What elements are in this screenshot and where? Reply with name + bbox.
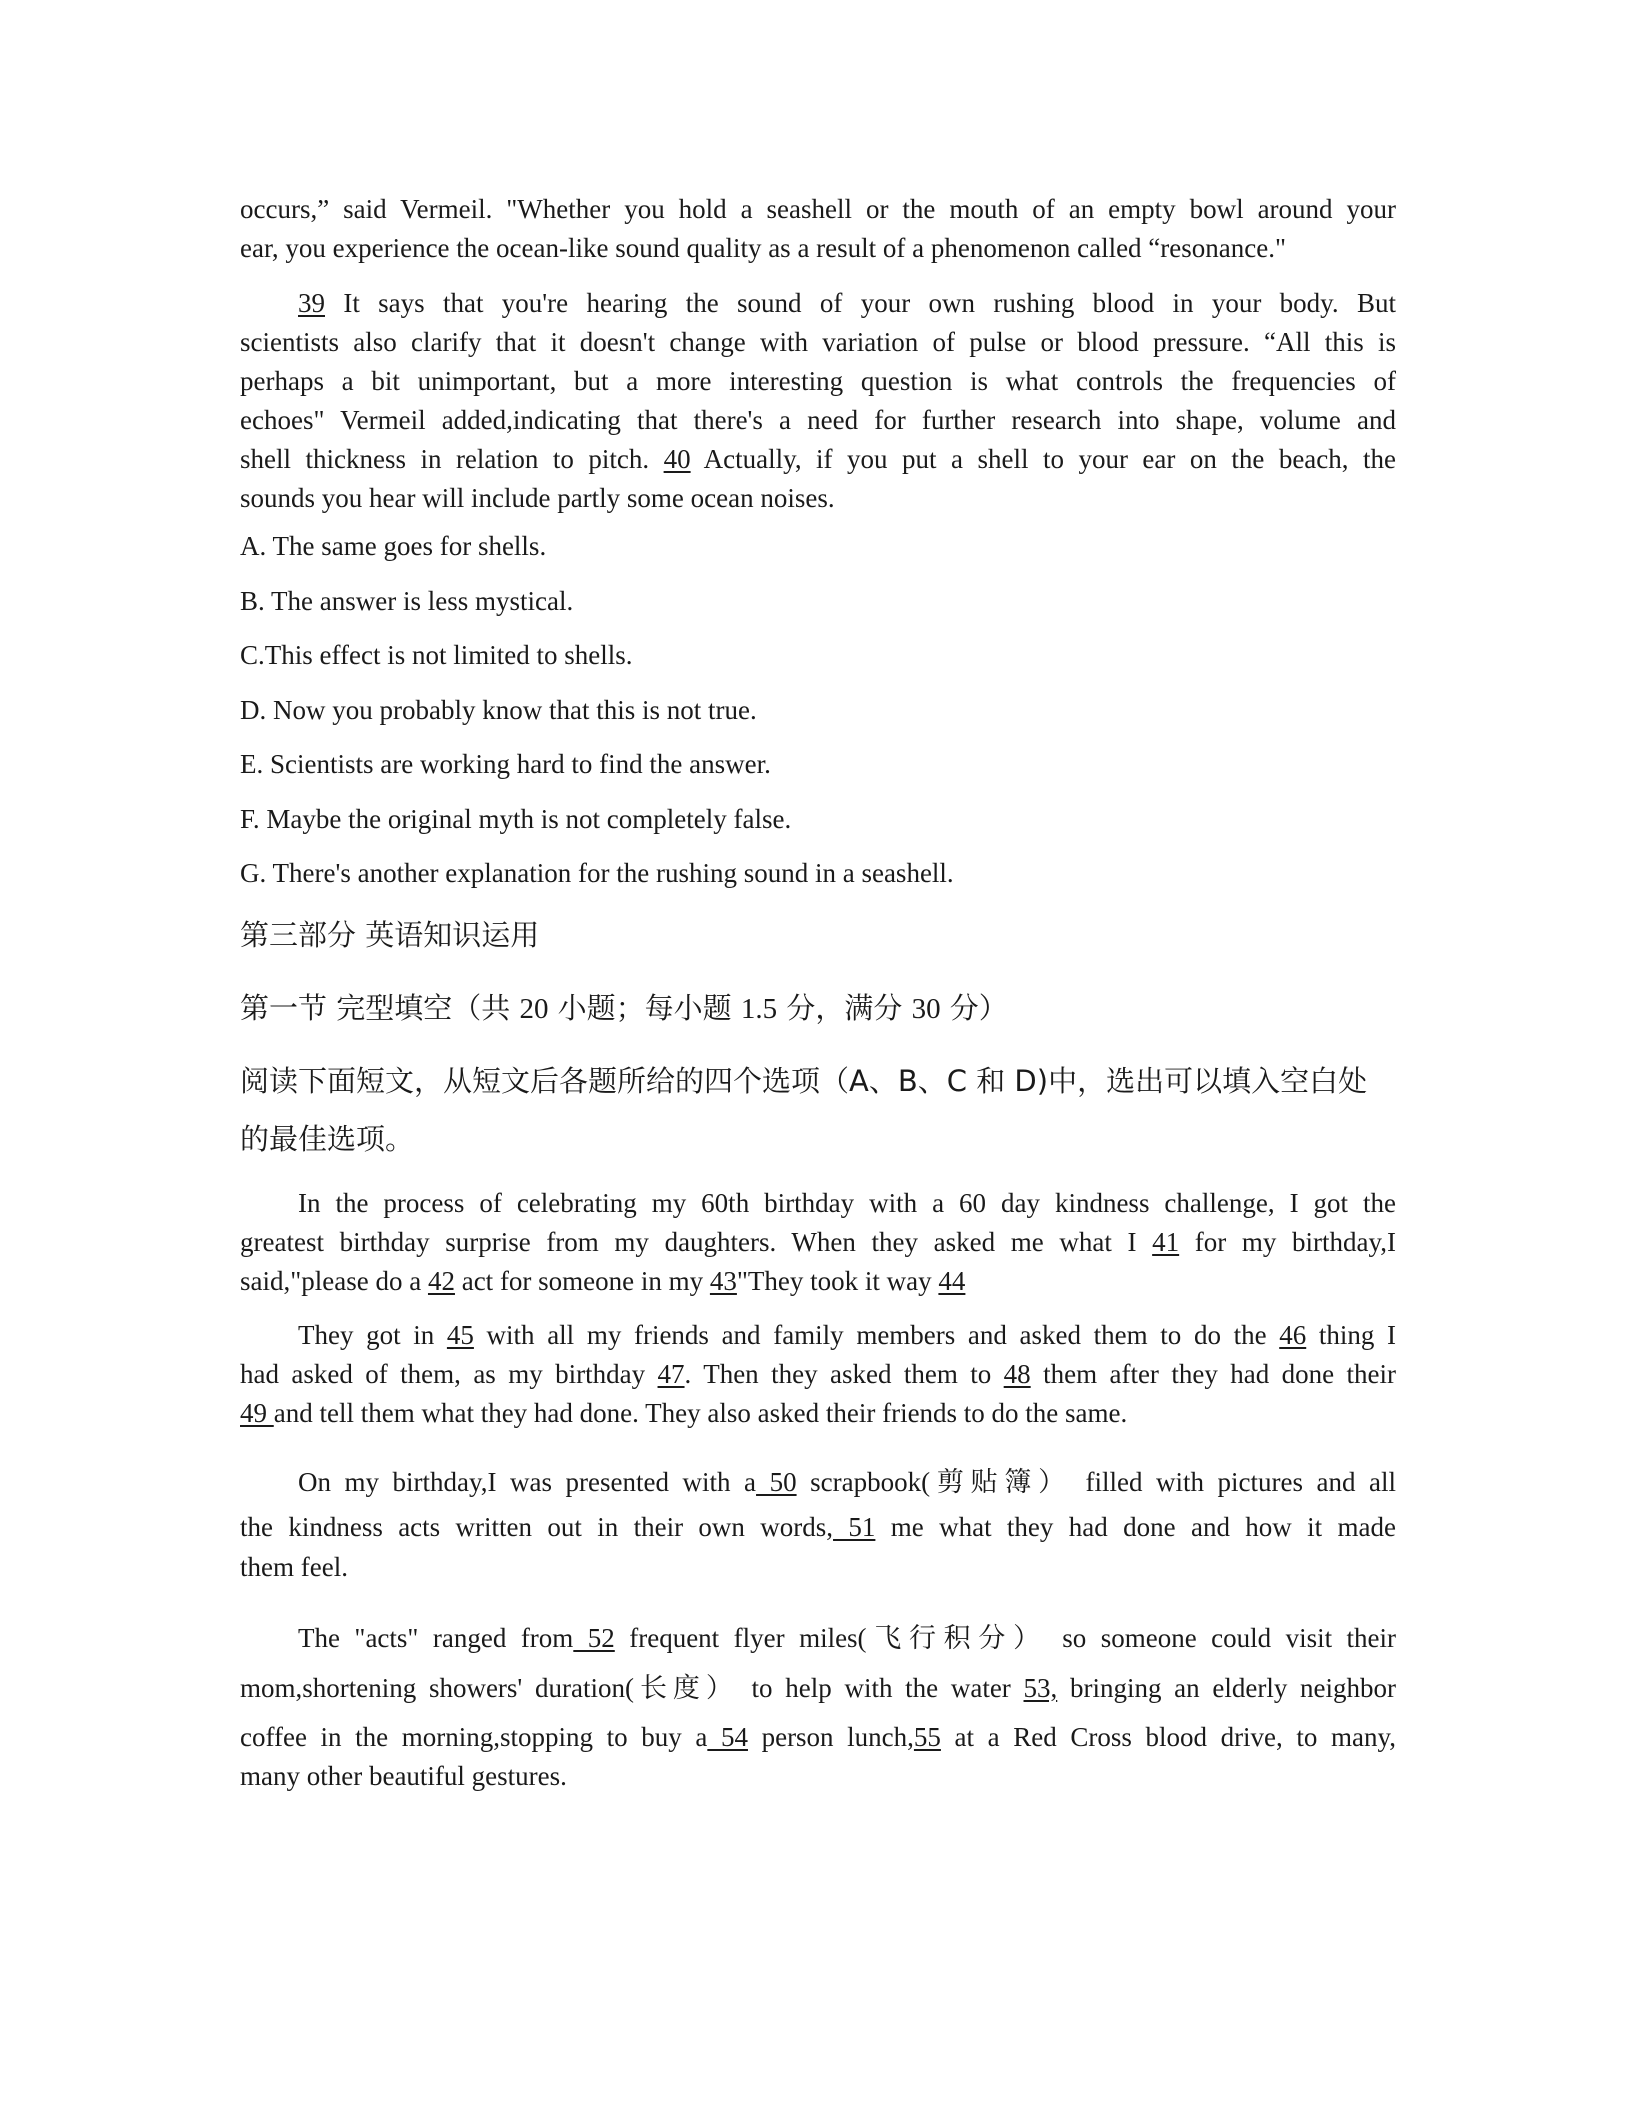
text-line: The "acts" ranged from 52 frequent flyer miles(飞行积分） so someone could visit their [298,1623,1397,1654]
option-e: E. Scientists are working hard to find the answer. [240,749,771,779]
blank-45[interactable]: 45 [446,1320,474,1350]
blank-51[interactable]: 51 [833,1512,876,1542]
text-line: 49 and tell them what they had done. They also asked their friends to do the same. [240,1398,1128,1428]
text-line: many other beautiful gestures. [240,1761,567,1791]
option-f: F. Maybe the original myth is not completely false. [240,804,792,834]
cloze-paragraph-2 [240,1316,1396,1433]
option-g: G. There's another explanation for the rushing sound in a seashell. [240,858,954,888]
instructions-line-2: 的最佳选项。 [240,1122,415,1156]
blank-42[interactable]: 42 [427,1266,455,1296]
blank-40[interactable]: 40 [663,444,691,474]
text-line: scientists also clarify that it doesn't change with variation of pulse or blood pressure. “All this is [240,327,1396,357]
part-three-title: 第三部分 英语知识运用 [240,918,540,952]
text-line: 39 It says that you're hearing the sound of your own rushing blood in your body. But [298,288,1396,318]
option-a: A. The same goes for shells. [240,531,547,561]
blank-52[interactable]: 52 [573,1623,615,1653]
instructions-line-1: 阅读下面短文，从短文后各题所给的四个选项（A、B、C 和 D)中，选出可以填入空白处 [240,1064,1368,1098]
text-line: In the process of celebrating my 60th birthday with a 60 day kindness challenge, I got the [298,1188,1396,1218]
paragraph-vermeil-quote [240,190,1396,268]
text-line: perhaps a bit unimportant, but a more interesting question is what controls the frequencies of [240,366,1396,396]
text-line: ear, you experience the ocean-like sound quality as a result of a phenomenon called “resonance." [240,233,1286,263]
option-d: D. Now you probably know that this is not true. [240,695,757,725]
blank-39[interactable]: 39 [298,288,325,318]
text-line: greatest birthday surprise from my daughters. When they asked me what I 41 for my birthday,I [240,1227,1396,1257]
blank-53[interactable]: 53, [1023,1673,1058,1703]
blank-55[interactable]: 55 [913,1722,941,1752]
cloze-paragraph-1 [240,1184,1396,1301]
text-line: had asked of them, as my birthday 47. Then they asked them to 48 them after they had done their [240,1359,1396,1389]
option-b: B. The answer is less mystical. [240,586,574,616]
text-line: On my birthday,I was presented with a 50 scrapbook(剪贴簿） filled with pictures and all [298,1467,1397,1498]
text-line: mom,shortening showers' duration(长度） to help with the water 53, bringing an elderly neighbor [240,1673,1397,1704]
blank-43[interactable]: 43 [709,1266,737,1296]
blank-44[interactable]: 44 [938,1266,966,1296]
section-one-title: 第一节 完型填空（共 20 小题；每小题 1.5 分，满分 30 分） [240,991,1008,1025]
blank-48[interactable]: 48 [1003,1359,1031,1389]
text-line: sounds you hear will include partly some ocean noises. [240,483,835,513]
cloze-paragraph-4 [240,1616,1396,1794]
text-line: echoes" Vermeil added,indicating that there's a need for further research into shape, volume and [240,405,1396,435]
option-c: C.This effect is not limited to shells. [240,640,633,670]
blank-49[interactable]: 49 [240,1398,274,1428]
text-line: They got in 45 with all my friends and family members and asked them to do the 46 thing I [298,1320,1396,1350]
blank-54[interactable]: 54 [707,1722,748,1752]
text-line: occurs,” said Vermeil. "Whether you hold a seashell or the mouth of an empty bowl around your [240,194,1396,224]
text-line: coffee in the morning,stopping to buy a 54 person lunch,55 at a Red Cross blood drive, to many, [240,1722,1396,1752]
text-line: them feel. [240,1552,348,1582]
cloze-paragraph-3 [240,1460,1396,1585]
blank-47[interactable]: 47 [657,1359,685,1389]
blank-46[interactable]: 46 [1279,1320,1307,1350]
paragraph-rushing-blood [240,284,1396,518]
blank-50[interactable]: 50 [756,1467,797,1497]
text-line: the kindness acts written out in their own words, 51 me what they had done and how it made [240,1512,1396,1542]
text-line: said,"please do a 42 act for someone in my 43"They took it way 44 [240,1266,966,1296]
text-line: shell thickness in relation to pitch. 40 Actually, if you put a shell to your ear on the beach, the [240,444,1397,474]
blank-41[interactable]: 41 [1152,1227,1180,1257]
